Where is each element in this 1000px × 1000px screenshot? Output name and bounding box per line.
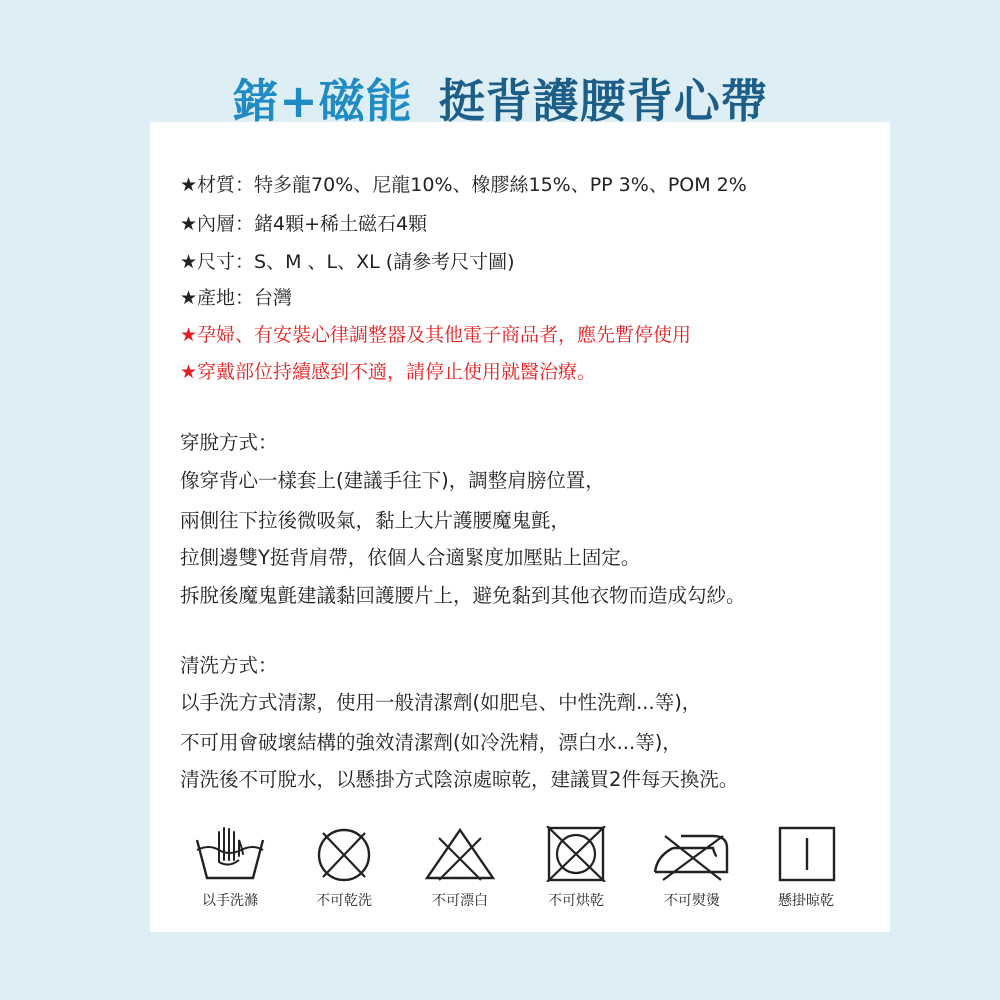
- wearing-line: 拆脫後魔鬼氈建議黏回護腰片上，避免黏到其他衣物而造成勾紗。: [180, 584, 746, 607]
- care-symbol: [748, 826, 864, 909]
- no-dry-icon: [531, 826, 621, 882]
- title-part-1: 鍺+磁能: [232, 74, 413, 128]
- care-symbol-label: 不可漂白: [432, 893, 488, 909]
- care-symbol-label: 以手洗滌: [202, 893, 258, 909]
- wearing-line: 兩側往下拉後微吸氣，黏上大片護腰魔鬼氈，: [180, 509, 571, 532]
- care-symbol: [286, 826, 402, 909]
- no-bleach-icon: [415, 826, 505, 882]
- care-symbol-label: 不可烘乾: [548, 893, 604, 909]
- care-symbol-label: 不可乾洗: [316, 893, 372, 909]
- care-symbol: [402, 826, 518, 909]
- no-iron-icon: [647, 826, 737, 882]
- care-symbols: [0, 826, 1000, 916]
- spec-size: ★尺寸：S、M 、L、XL (請參考尺寸圖): [180, 251, 515, 273]
- spec-origin: ★產地：台灣: [180, 287, 293, 309]
- care-symbol: [518, 826, 634, 909]
- spec-inner-layer: ★內層：鍺4顆+稀土磁石4顆: [180, 213, 428, 235]
- washing-heading: 清洗方式：: [180, 654, 278, 677]
- care-symbol: [172, 826, 288, 909]
- warning-pregnancy: ★孕婦、有安裝心律調整器及其他電子商品者，應先暫停使用: [180, 324, 692, 346]
- wearing-line: 像穿背心一樣套上(建議手往下)，調整肩膀位置，: [180, 469, 605, 492]
- spec-material: ★材質：特多龍70%、尼龍10%、橡膠絲15%、PP 3%、POM 2%: [180, 174, 747, 196]
- wearing-heading: 穿脫方式：: [180, 431, 278, 454]
- line-dry-icon: [761, 826, 851, 882]
- washing-line: 以手洗方式清潔，使用一般清潔劑(如肥皂、中性洗劑...等)，: [180, 691, 702, 714]
- washing-line: 清洗後不可脫水，以懸掛方式陰涼處晾乾，建議買2件每天換洗。: [180, 768, 739, 791]
- no-tumble-dry-icon: [299, 826, 389, 882]
- care-symbol-label: 不可熨燙: [664, 893, 720, 909]
- page-title: [0, 66, 1000, 136]
- washing-line: 不可用會破壞結構的強效清潔劑(如冷洗精，漂白水...等)，: [180, 731, 682, 754]
- warning-discomfort: ★穿戴部位持續感到不適，請停止使用就醫治療。: [180, 361, 597, 383]
- title-part-2: 挺背護腰背心帶: [438, 74, 768, 128]
- care-symbol: [634, 826, 750, 909]
- wearing-line: 拉側邊雙Y挺背肩帶，依個人合適緊度加壓貼上固定。: [180, 546, 641, 569]
- care-symbol-label: 懸掛晾乾: [778, 893, 834, 909]
- hand-wash-icon: [185, 826, 275, 882]
